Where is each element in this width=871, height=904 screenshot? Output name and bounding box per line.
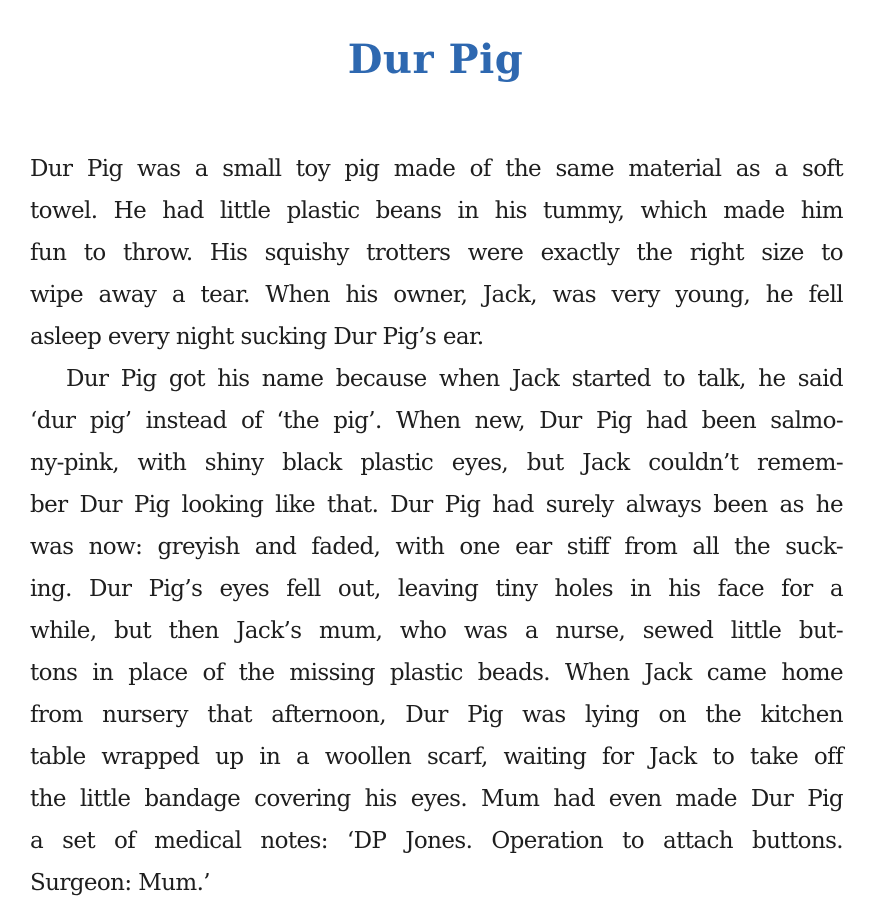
text-line: was now: greyish and faded, with one ear stiff from all the suck- — [30, 534, 843, 560]
body-text — [30, 148, 843, 904]
text-line: wipe away a tear. When his owner, Jack, was very young, he fell — [30, 282, 843, 308]
paragraph-1 — [30, 148, 843, 358]
text-line: asleep every night sucking Dur Pig’s ear. — [30, 324, 484, 350]
text-line: from nursery that afternoon, Dur Pig was lying on the kitchen — [30, 702, 843, 728]
text-line: ber Dur Pig looking like that. Dur Pig had surely always been as he — [30, 492, 843, 518]
text-line: tons in place of the missing plastic beads. When Jack came home — [30, 660, 843, 686]
text-line: while, but then Jack’s mum, who was a nurse, sewed little but- — [30, 618, 843, 644]
text-line: towel. He had little plastic beans in his tummy, which made him — [30, 198, 843, 224]
page-title: Dur Pig — [347, 36, 524, 83]
text-line: fun to throw. His squishy trotters were exactly the right size to — [30, 240, 843, 266]
paragraph-2 — [30, 358, 843, 904]
text-line: table wrapped up in a woollen scarf, waiting for Jack to take off — [30, 744, 843, 770]
text-line: a set of medical notes: ‘DP Jones. Operation to attach buttons. — [30, 828, 843, 854]
text-line: ing. Dur Pig’s eyes fell out, leaving tiny holes in his face for a — [30, 576, 843, 602]
text-line: ny-pink, with shiny black plastic eyes, but Jack couldn’t remem- — [30, 450, 843, 476]
text-line: the little bandage covering his eyes. Mum had even made Dur Pig — [30, 786, 843, 812]
text-line: ‘dur pig’ instead of ‘the pig’. When new, Dur Pig had been salmo- — [30, 408, 843, 434]
text-line: Dur Pig was a small toy pig made of the same material as a soft — [30, 156, 843, 182]
text-line: Surgeon: Mum.’ — [30, 870, 211, 896]
text-line: Dur Pig got his name because when Jack started to talk, he said — [66, 366, 843, 392]
